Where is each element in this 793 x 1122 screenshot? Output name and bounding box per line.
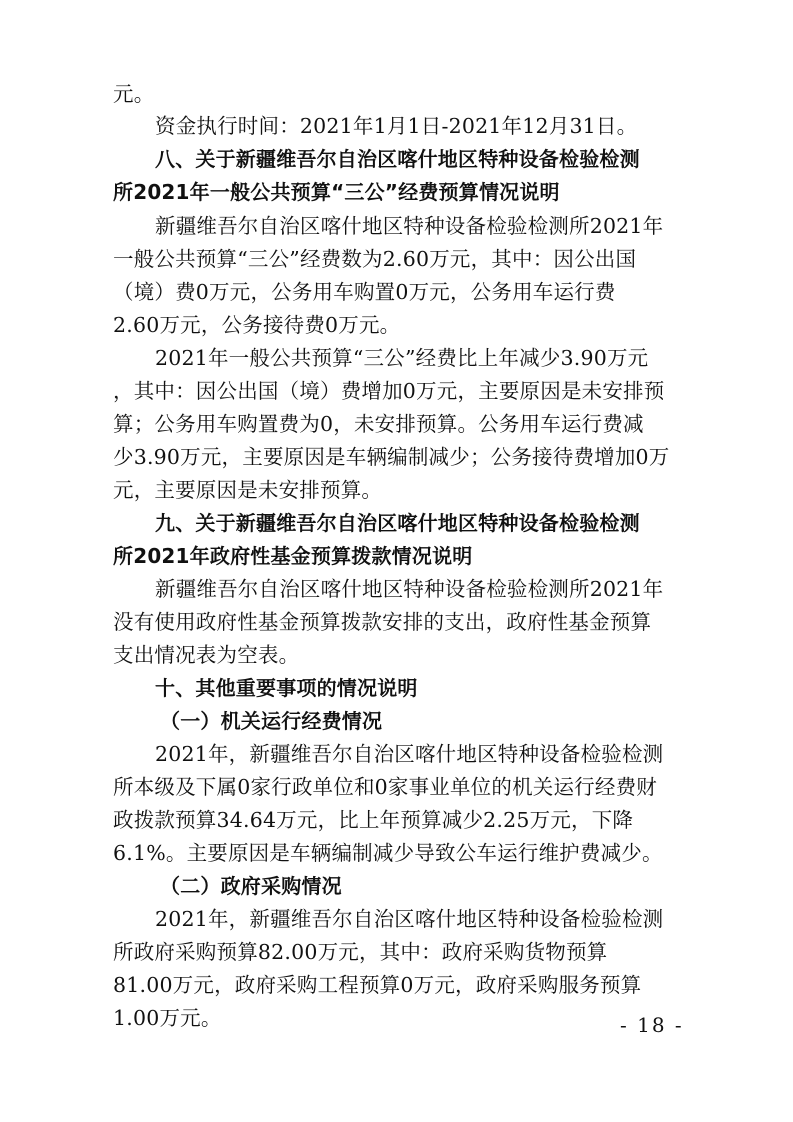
- text-line: 81.00万元，政府采购工程预算0万元，政府采购服务预算: [113, 973, 642, 997]
- text-line: 6.1%。主要原因是车辆编制减少导致公车运行维护费减少。: [113, 841, 663, 865]
- text-line: 1.00万元。: [113, 1006, 222, 1030]
- text-line: 2021年，新疆维吾尔自治区喀什地区特种设备检验检测: [155, 907, 664, 931]
- text-line: 资金执行时间：2021年1月1日-2021年12月31日。: [155, 114, 638, 138]
- text-line: 少3.90万元，主要原因是车辆编制减少；公务接待费增加0万: [113, 445, 670, 469]
- section-heading: 所2021年政府性基金预算拨款情况说明: [113, 544, 473, 568]
- text-line: 政拨款预算34.64万元，比上年预算减少2.25万元，下降: [113, 808, 634, 832]
- page-number: - 18 -: [620, 1013, 684, 1037]
- text-line: 一般公共预算“三公”经费数为2.60万元，其中：因公出国: [113, 247, 637, 271]
- text-line: （境）费0万元，公务用车购置0万元，公务用车运行费: [113, 280, 616, 304]
- subsection-heading: （一）机关运行经费情况: [160, 709, 383, 733]
- text-line: 所政府采购预算82.00万元，其中：政府采购货物预算: [113, 940, 608, 964]
- text-line: 元，主要原因是未安排预算。: [113, 478, 383, 502]
- text-line: 元。: [113, 82, 155, 106]
- text-line: ，其中：因公出国（境）费增加0万元，主要原因是未安排预: [113, 379, 665, 403]
- section-heading: 十、其他重要事项的情况说明: [155, 676, 418, 700]
- text-line: 新疆维吾尔自治区喀什地区特种设备检验检测所2021年: [155, 214, 664, 238]
- text-line: 所本级及下属0家行政单位和0家事业单位的机关运行经费财: [113, 775, 657, 799]
- text-line: 2.60万元，公务接待费0万元。: [113, 313, 401, 337]
- section-heading: 九、关于新疆维吾尔自治区喀什地区特种设备检验检测: [155, 511, 640, 535]
- text-line: 算；公务用车购置费为0，未安排预算。公务用车运行费减: [113, 412, 644, 436]
- text-line: 没有使用政府性基金预算拨款安排的支出，政府性基金预算: [113, 610, 652, 634]
- text-line: 2021年，新疆维吾尔自治区喀什地区特种设备检验检测: [155, 742, 664, 766]
- text-line: 新疆维吾尔自治区喀什地区特种设备检验检测所2021年: [155, 577, 664, 601]
- text-line: 2021年一般公共预算“三公”经费比上年减少3.90万元: [155, 346, 649, 370]
- section-heading: 八、关于新疆维吾尔自治区喀什地区特种设备检验检测: [155, 147, 640, 171]
- text-line: 支出情况表为空表。: [113, 643, 300, 667]
- section-heading: 所2021年一般公共预算“三公”经费预算情况说明: [113, 180, 560, 204]
- subsection-heading: （二）政府采购情况: [160, 874, 342, 898]
